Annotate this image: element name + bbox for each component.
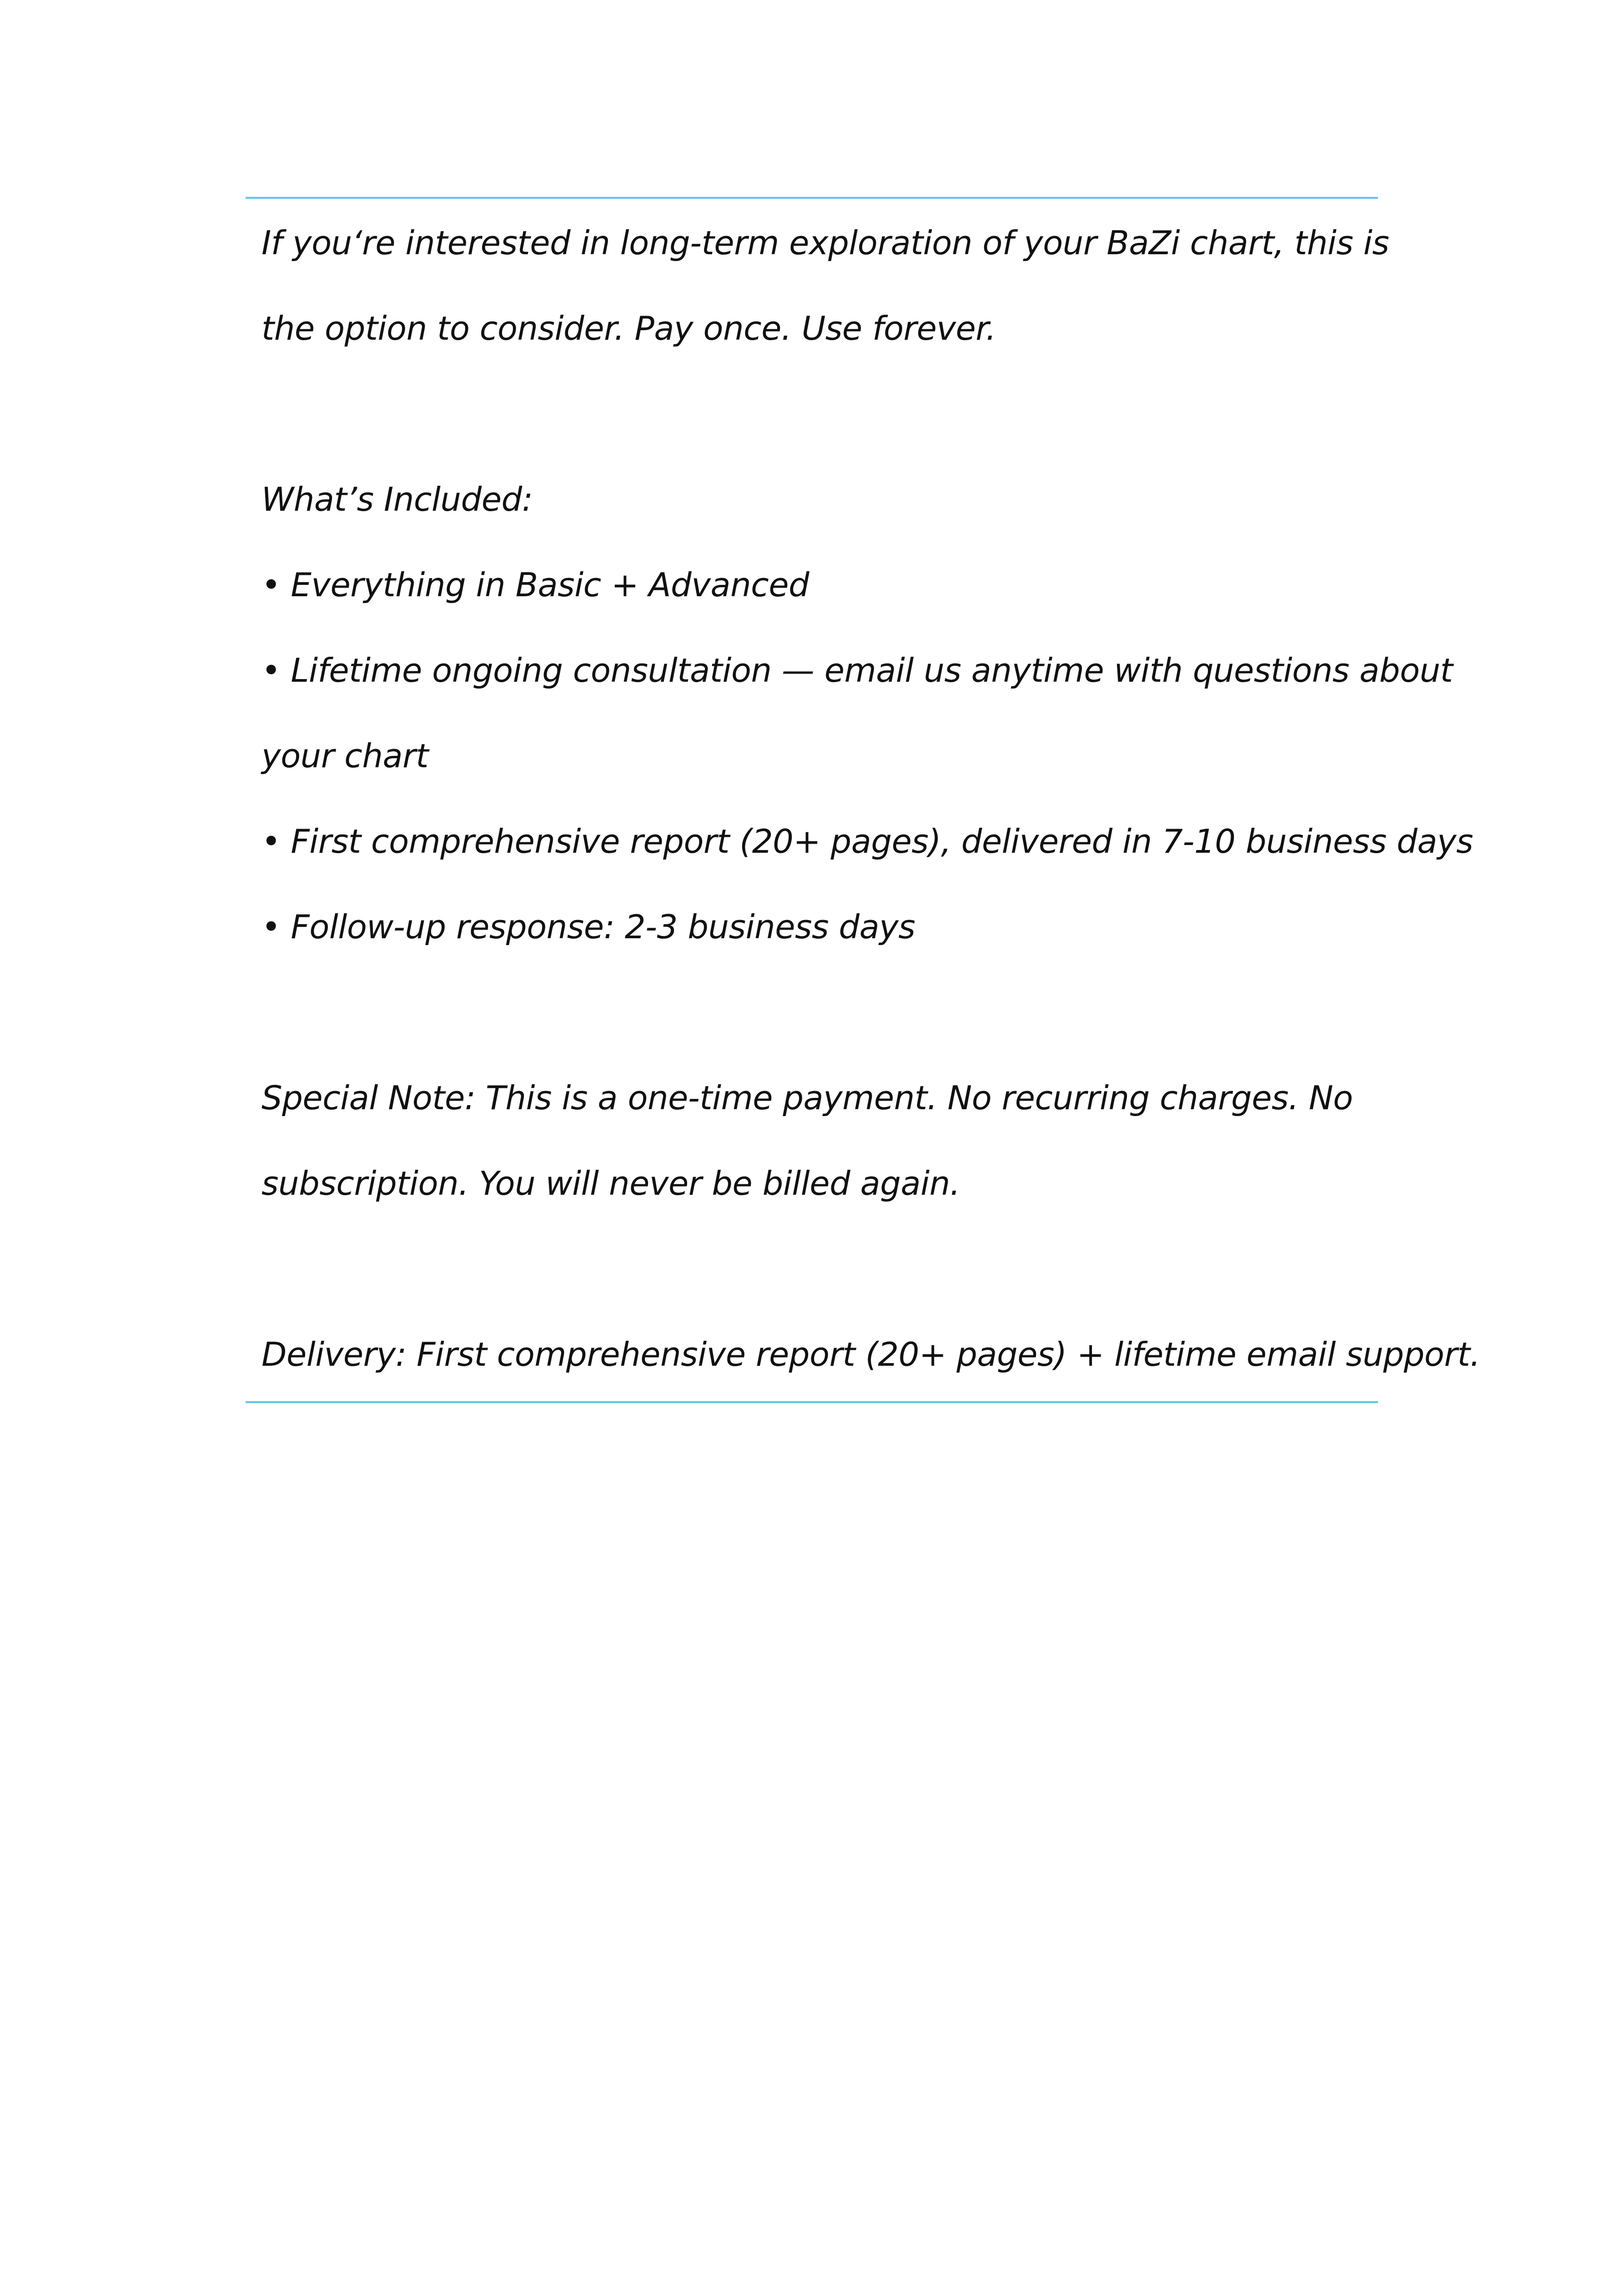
top-divider <box>246 197 1378 199</box>
intro-line-2: the option to consider. Pay once. Use forever. <box>261 309 996 347</box>
included-item-continuation: your chart <box>261 737 428 775</box>
delivery-line: Delivery: First comprehensive report (20+ pages) + lifetime email support. <box>261 1335 1480 1373</box>
spacer <box>261 970 1371 1055</box>
included-heading: What’s Included: <box>261 480 533 518</box>
document-body <box>261 200 1480 1397</box>
spacer <box>261 1226 1371 1312</box>
spacer <box>261 371 1371 457</box>
bottom-divider <box>246 1401 1378 1403</box>
included-item: • Lifetime ongoing consultation — email us anytime with questions about <box>261 651 1453 689</box>
included-item: • Everything in Basic + Advanced <box>261 566 809 604</box>
included-item: • First comprehensive report (20+ pages), delivered in 7-10 business days <box>261 822 1473 860</box>
special-note-line-2: subscription. You will never be billed again. <box>261 1164 960 1202</box>
special-note-line-1: Special Note: This is a one-time payment. No recurring charges. No <box>261 1079 1353 1117</box>
intro-line-1: If you‘re interested in long-term exploration of your BaZi chart, this is <box>261 224 1389 262</box>
included-item: • Follow-up response: 2-3 business days <box>261 908 915 946</box>
